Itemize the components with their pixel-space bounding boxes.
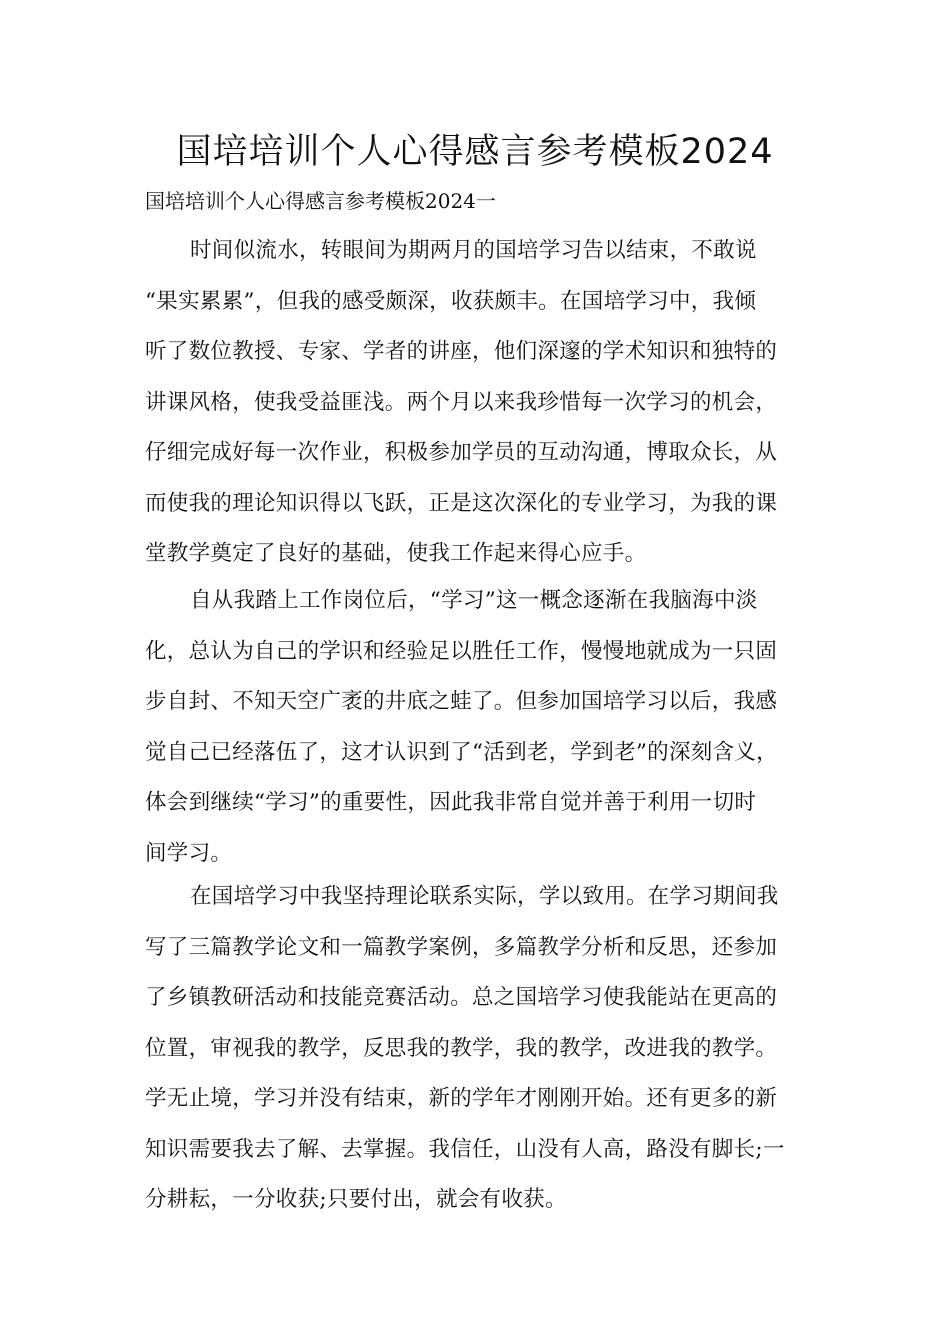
paragraph-line: 听了数位教授、专家、学者的讲座，他们深邃的学术知识和独特的	[145, 339, 778, 364]
paragraph-line: 间学习。	[145, 840, 233, 866]
paragraph-line: 学无止境，学习并没有结束，新的学年才刚刚开始。还有更多的新	[145, 1086, 778, 1111]
paragraph-line: 分耕耘，一分收获;只要付出，就会有收获。	[145, 1187, 567, 1212]
paragraph-line: 时间似流水，转眼间为期两月的国培学习告以结束，不敢说	[190, 238, 757, 263]
paragraph-line: “果实累累”，但我的感受颇深，收获颇丰。在国培学习中，我倾	[145, 288, 757, 314]
paragraph-line: 知识需要我去了解、去掌握。我信任，山没有人高，路没有脚长;一	[145, 1136, 785, 1162]
paragraph-line: 堂教学奠定了良好的基础，使我工作起来得心应手。	[145, 541, 647, 566]
document-title: 国培培训个人心得感言参考模板2024	[176, 132, 774, 172]
paragraph-line: 写了三篇教学论文和一篇教学案例，多篇教学分析和反思，还参加	[145, 934, 778, 960]
paragraph-line: 体会到继续“学习”的重要性，因此我非常自觉并善于利用一切时	[145, 790, 757, 815]
paragraph-line: 化，总认为自己的学识和经验足以胜任工作，慢慢地就成为一只固	[145, 638, 778, 664]
paragraph-line: 自从我踏上工作岗位后，“学习”这一概念逐渐在我脑海中淡	[190, 588, 758, 613]
paragraph-1	[145, 226, 815, 580]
paragraph-line: 位置，审视我的教学，反思我的教学，我的教学，改进我的教学。	[145, 1035, 778, 1061]
paragraph-line: 觉自己已经落伍了，这才认识到了“活到老，学到老”的深刻含义，	[145, 739, 778, 765]
paragraph-line: 了乡镇教研活动和技能竞赛活动。总之国培学习使我能站在更高的	[145, 985, 778, 1010]
paragraph-3	[145, 872, 815, 1226]
document-subtitle: 国培培训个人心得感言参考模板2024一	[145, 189, 496, 213]
paragraph-line: 在国培学习中我坚持理论联系实际，学以致用。在学习期间我	[190, 884, 779, 909]
paragraph-line: 仔细完成好每一次作业，积极参加学员的互动沟通，博取众长，从	[145, 440, 778, 465]
paragraph-line: 而使我的理论知识得以飞跃，正是这次深化的专业学习，为我的课	[145, 490, 778, 516]
paragraph-line: 讲课风格，使我受益匪浅。两个月以来我珍惜每一次学习的机会，	[145, 389, 778, 415]
paragraph-2	[145, 576, 815, 879]
paragraph-line: 步自封、不知天空广袤的井底之蛙了。但参加国培学习以后，我感	[145, 689, 778, 714]
